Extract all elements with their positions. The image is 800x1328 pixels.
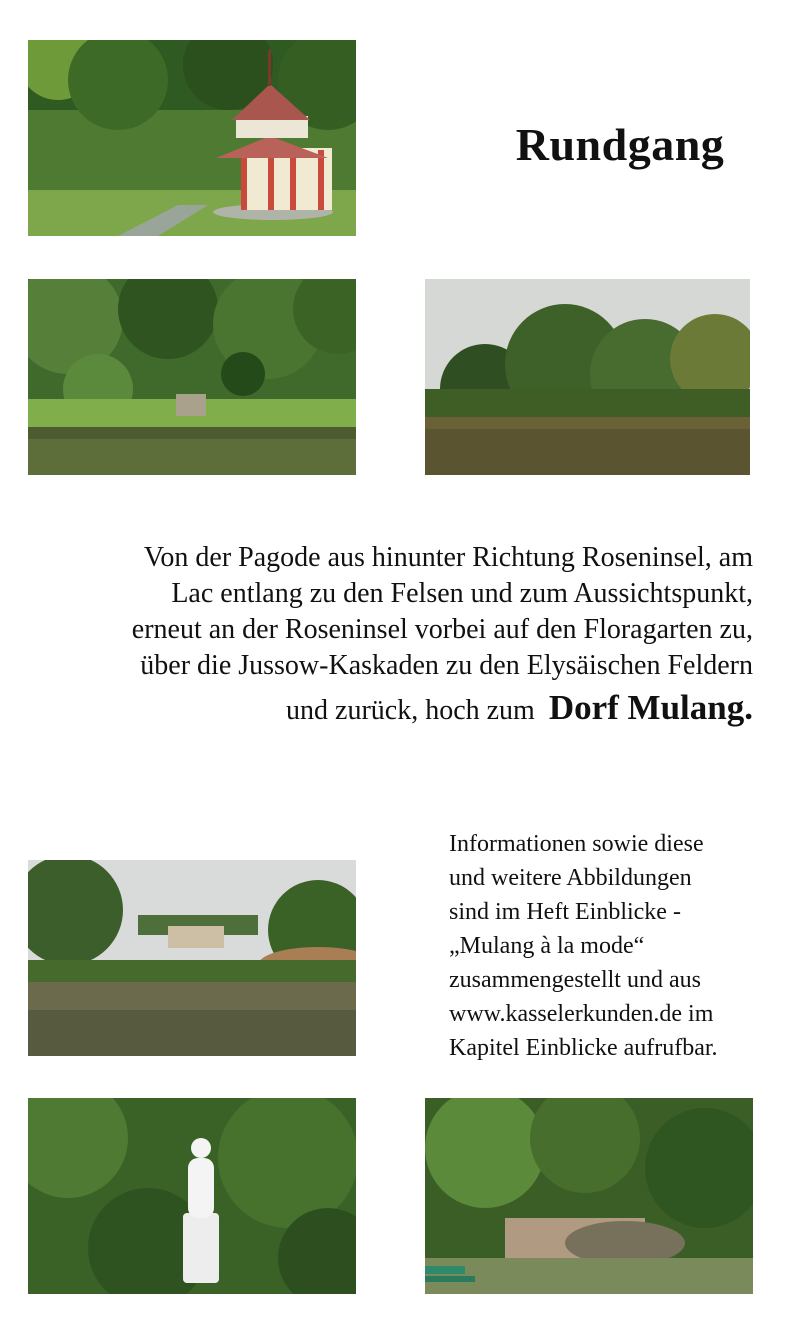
photo-lake-trees: [425, 279, 750, 475]
route-last-line: [20, 690, 753, 729]
photo-statue: [28, 1098, 356, 1294]
route-destination: Dorf Mulang.: [548, 688, 753, 727]
route-description: [20, 540, 753, 729]
route-line: erneut an der Roseninsel vorbei auf den Floragarten zu,: [131, 614, 753, 645]
photo-lake-palace: [28, 860, 356, 1056]
page-title: Rundgang: [515, 119, 725, 170]
info-line: sind im Heft Einblicke -: [449, 899, 681, 925]
info-line: www.kasselerkunden.de im: [449, 1001, 714, 1027]
info-line: zusammengestellt und aus: [449, 967, 701, 993]
info-line: Informationen sowie diese: [449, 831, 704, 857]
route-line: Lac entlang zu den Felsen und zum Aussichtspunkt,: [171, 578, 753, 609]
route-last-prefix: und zurück, hoch zum: [286, 695, 535, 726]
photo-grotto: [425, 1098, 753, 1294]
info-line: Kapitel Einblicke aufrufbar.: [449, 1035, 718, 1061]
route-line: über die Jussow-Kaskaden zu den Elysäischen Feldern: [140, 650, 753, 681]
info-line: „Mulang à la mode“: [449, 933, 645, 959]
route-line: Von der Pagode aus hinunter Richtung Roseninsel, am: [143, 542, 753, 573]
info-text: [449, 827, 769, 1065]
info-line: und weitere Abbildungen: [449, 865, 692, 891]
photo-pond-lawn: [28, 279, 356, 475]
photo-pagoda: [28, 40, 356, 236]
